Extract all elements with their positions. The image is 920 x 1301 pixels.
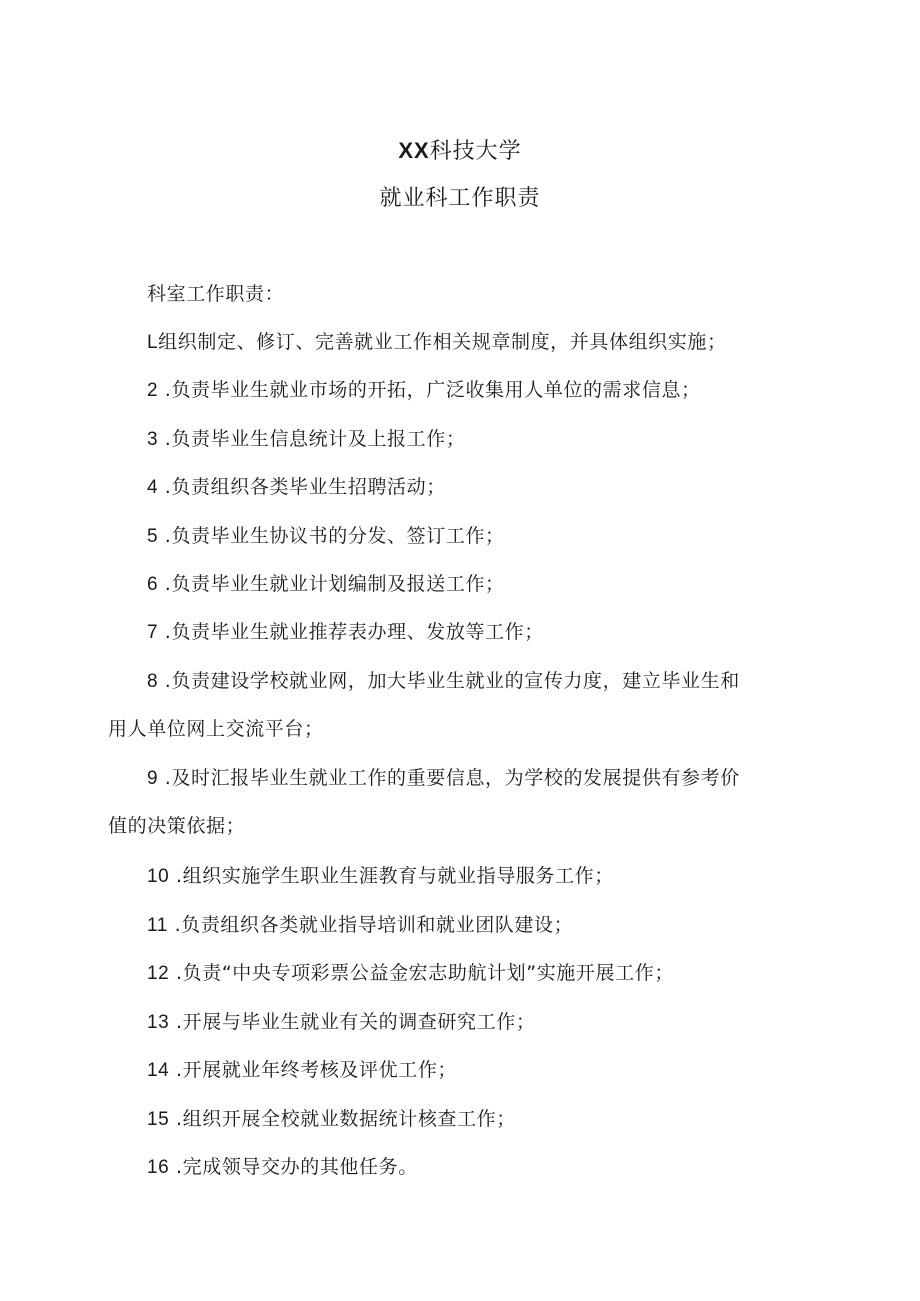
duty-item-2	[147, 375, 701, 406]
duty-number: 16	[147, 1157, 170, 1178]
duty-item-12	[147, 958, 674, 989]
duty-item-15	[147, 1104, 516, 1135]
document-subtitle: 就业科工作职责	[379, 186, 541, 211]
duty-text: 开展与毕业生就业有关的调查研究工作；	[182, 1011, 536, 1033]
duty-number: 10	[147, 866, 170, 887]
duty-separator: .	[169, 1108, 183, 1130]
duty-separator: .	[169, 1059, 183, 1081]
duty-number: 14	[147, 1060, 170, 1081]
duty-text: 组织实施学生职业生涯教育与就业指导服务工作；	[182, 865, 614, 887]
duty-number: 3	[147, 429, 159, 450]
duty-separator: .	[158, 621, 172, 643]
duty-number: 5	[147, 526, 159, 547]
duty-text: 完成领导交办的其他任务。	[182, 1156, 418, 1178]
duty-text: 负责建设学校就业网，加大毕业生就业的宣传力度，建立毕业生和	[171, 670, 740, 692]
title-rest: 科技大学	[429, 139, 522, 164]
duty-separator: .	[158, 767, 172, 789]
duty-separator: .	[169, 1011, 183, 1033]
duty-number: 8	[147, 671, 159, 692]
duty-text: 组织开展全校就业数据统计核查工作；	[182, 1108, 516, 1130]
duty-number: 2	[147, 380, 159, 401]
duty-item-8	[147, 666, 740, 697]
duty-separator: .	[169, 962, 183, 984]
duty-item-9	[147, 763, 740, 794]
duty-number: 13	[147, 1012, 170, 1033]
duty-separator: .	[167, 914, 182, 936]
document-title	[0, 136, 920, 167]
duty-number: 11	[147, 915, 168, 936]
duty-text: 负责组织各类就业指导培训和就业团队建设；	[181, 914, 574, 936]
duty-text: 负责毕业生就业计划编制及报送工作；	[171, 573, 505, 595]
duty-item-7	[147, 617, 544, 648]
duty-text: 负责毕业生协议书的分发、签订工作；	[171, 525, 505, 547]
duty-text: 负责毕业生就业市场的开拓，广泛收集用人单位的需求信息；	[171, 379, 701, 401]
duty-item-1	[147, 327, 727, 358]
duty-number: 6	[147, 574, 159, 595]
duty-item-4	[147, 472, 446, 503]
duty-item-8-continuation: 用人单位网上交流平台；	[108, 718, 324, 740]
duty-item-13	[147, 1007, 535, 1038]
title-latin: XX	[398, 138, 430, 163]
duty-text: 组织制定、修订、完善就业工作相关规章制度，并具体组织实施；	[158, 331, 727, 353]
duty-separator: .	[158, 428, 172, 450]
duty-separator: .	[158, 670, 172, 692]
duty-item-16	[147, 1152, 418, 1183]
duty-item-10	[147, 861, 614, 892]
duty-item-11	[147, 910, 573, 941]
duty-item-9-continuation: 值的决策依据；	[108, 815, 246, 837]
duty-number: L	[147, 332, 159, 353]
duty-number: 4	[147, 477, 159, 498]
duty-item-5	[147, 521, 505, 552]
duty-number: 12	[147, 963, 170, 984]
duty-number: 15	[147, 1109, 170, 1130]
duty-separator: .	[169, 1156, 183, 1178]
duty-separator: .	[158, 573, 172, 595]
duty-separator: .	[158, 379, 172, 401]
section-label: 科室工作职责：	[147, 283, 285, 305]
duty-item-3	[147, 424, 465, 455]
duty-text: 负责毕业生就业推荐表办理、发放等工作；	[171, 621, 544, 643]
duty-text: 及时汇报毕业生就业工作的重要信息，为学校的发展提供有参考价	[171, 767, 740, 789]
duty-text: 负责“中央专项彩票公益金宏志助航计划”实施开展工作；	[182, 962, 674, 984]
duty-text: 开展就业年终考核及评优工作；	[182, 1059, 458, 1081]
duty-item-6	[147, 569, 505, 600]
duty-text: 负责组织各类毕业生招聘活动；	[171, 476, 446, 498]
duty-text: 负责毕业生信息统计及上报工作；	[171, 428, 466, 450]
duty-number: 7	[147, 622, 159, 643]
duty-separator: .	[169, 865, 183, 887]
duty-separator: .	[158, 476, 172, 498]
duty-item-14	[147, 1055, 457, 1086]
duty-separator: .	[158, 525, 172, 547]
duty-number: 9	[147, 768, 159, 789]
